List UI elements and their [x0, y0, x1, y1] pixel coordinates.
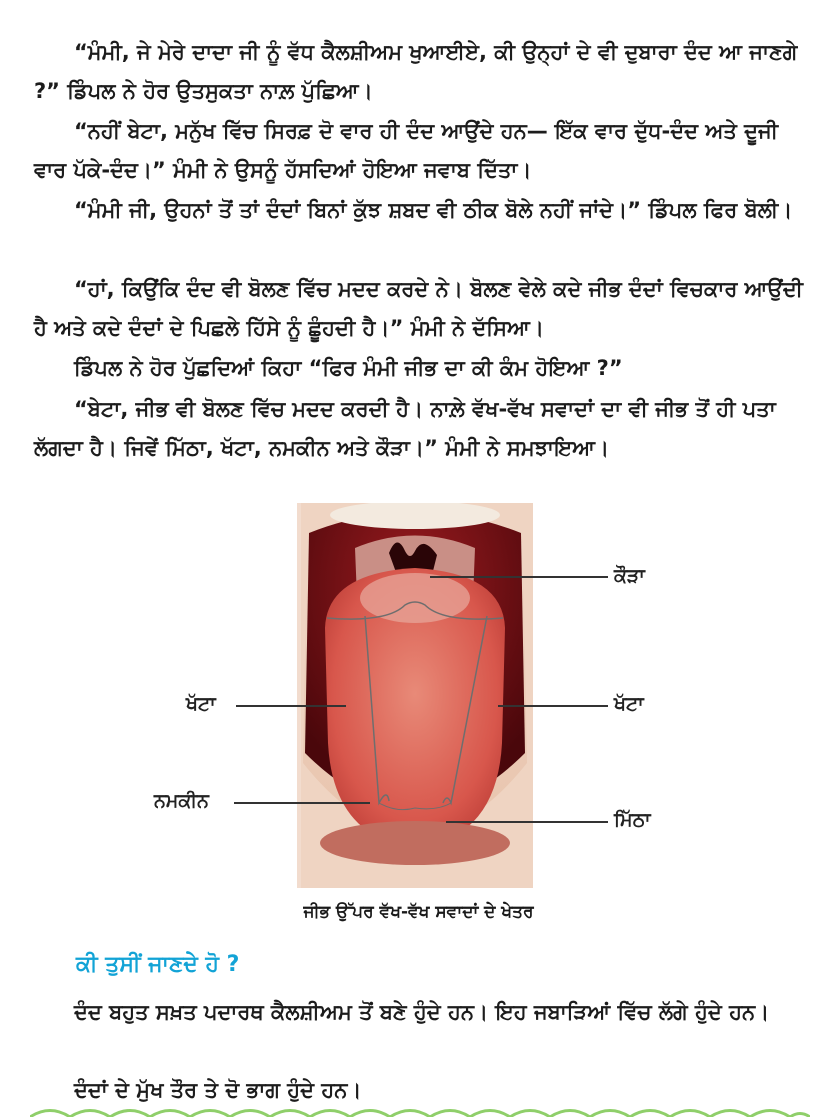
decorative-border [30, 1104, 810, 1117]
tongue-photo [297, 503, 533, 888]
label-sweet: ਮਿੱਠਾ [614, 809, 651, 831]
label-sour-right: ਖੱਟਾ [614, 693, 644, 715]
paragraph-3: “ਮੰਮੀ ਜੀ, ਉਹਨਾਂ ਤੋਂ ਤਾਂ ਦੰਦਾਂ ਬਿਨਾਂ ਕੁੱਝ ਸ਼ਬਦ ਵੀ ਠੀਕ ਬੋਲੇ ਨਹੀਂ ਜਾਂਦੇ।” ਡਿੰਪਲ ਫਿਰ ਬੋਲੀ। [74, 198, 793, 222]
figure-caption: ਜੀਭ ਉੱਪਰ ਵੱਖ-ਵੱਖ ਸਵਾਦਾਂ ਦੇ ਖੇਤਰ [303, 902, 534, 922]
label-salty: ਨਮਕੀਨ [154, 790, 209, 812]
leader-salty [234, 802, 370, 804]
paragraph-5: ਡਿੰਪਲ ਨੇ ਹੋਰ ਪੁੱਛਦਿਆਂ ਕਿਹਾ “ਫਿਰ ਮੰਮੀ ਜੀਭ ਦਾ ਕੀ ਕੰਮ ਹੋਇਆ ?” [74, 356, 623, 380]
leader-bitter [430, 576, 608, 578]
paragraph-6: “ਬੇਟਾ, ਜੀਭ ਵੀ ਬੋਲਣ ਵਿੱਚ ਮਦਦ ਕਰਦੀ ਹੈ। ਨਾਲ਼ੇ ਵੱਖ-ਵੱਖ ਸਵਾਦਾਂ ਦਾ ਵੀ ਜੀਭ ਤੋਂ ਹੀ ਪਤਾ ਲੱਗਦਾ ਹੈ। ਜਿਵੇਂ ਮਿੱਠਾ, ਖੱਟਾ, ਨਮਕੀਨ ਅਤੇ ਕੌੜਾ।” ਮੰਮੀ ਨੇ ਸਮਝਾਇਆ। [34, 397, 776, 460]
paragraph-2: “ਨਹੀਂ ਬੇਟਾ, ਮਨੁੱਖ ਵਿੱਚ ਸਿਰਫ਼ ਦੋ ਵਾਰ ਹੀ ਦੰਦ ਆਉਂਦੇ ਹਨ— ਇੱਕ ਵਾਰ ਦੁੱਧ-ਦੰਦ ਅਤੇ ਦੂਜੀ ਵਾਰ ਪੱਕੇ-ਦੰਦ।” ਮੰਮੀ ਨੇ ਉਸਨੂੰ ਹੱਸਦਿਆਂ ਹੋਇਆ ਜਵਾਬ ਦਿੱਤਾ। [34, 119, 779, 182]
info-paragraph-2: ਦੰਦਾਂ ਦੇ ਮੁੱਖ ਤੌਰ ਤੇ ਦੋ ਭਾਗ ਹੁੰਦੇ ਹਨ। [74, 1078, 362, 1102]
did-you-know-heading: ਕੀ ਤੁਸੀਂ ਜਾਣਦੇ ਹੋ ? [76, 952, 240, 977]
paragraph-1: “ਮੰਮੀ, ਜੇ ਮੇਰੇ ਦਾਦਾ ਜੀ ਨੂੰ ਵੱਧ ਕੈਲਸ਼ੀਅਮ ਖੁਆਈਏ, ਕੀ ਉਨ੍ਹਾਂ ਦੇ ਵੀ ਦੁਬਾਰਾ ਦੰਦ ਆ ਜਾਣਗੇ ?” ਡਿੰਪਲ ਨੇ ਹੋਰ ਉਤਸੁਕਤਾ ਨਾਲ਼ ਪੁੱਛਿਆ। [34, 40, 798, 103]
leader-sweet [446, 821, 608, 823]
leader-sour-right [498, 705, 608, 707]
label-sour-left: ਖੱਟਾ [186, 693, 216, 715]
label-bitter: ਕੌੜਾ [614, 565, 645, 587]
leader-sour-left [236, 705, 346, 707]
info-paragraph-1: ਦੰਦ ਬਹੁਤ ਸਖ਼ਤ ਪਦਾਰਥ ਕੈਲਸ਼ੀਅਮ ਤੋਂ ਬਣੇ ਹੁੰਦੇ ਹਨ। ਇਹ ਜਬਾੜਿਆਂ ਵਿੱਚ ਲੱਗੇ ਹੁੰਦੇ ਹਨ। [74, 1000, 770, 1024]
paragraph-4: “ਹਾਂ, ਕਿਉਂਕਿ ਦੰਦ ਵੀ ਬੋਲਣ ਵਿੱਚ ਮਦਦ ਕਰਦੇ ਨੇ। ਬੋਲਣ ਵੇਲੇ ਕਦੇ ਜੀਭ ਦੰਦਾਂ ਵਿਚਕਾਰ ਆਉਂਦੀ ਹੈ ਅਤੇ ਕਦੇ ਦੰਦਾਂ ਦੇ ਪਿਛਲੇ ਹਿੱਸੇ ਨੂੰ ਛੂੰਹਦੀ ਹੈ।” ਮੰਮੀ ਨੇ ਦੱਸਿਆ। [34, 277, 803, 340]
